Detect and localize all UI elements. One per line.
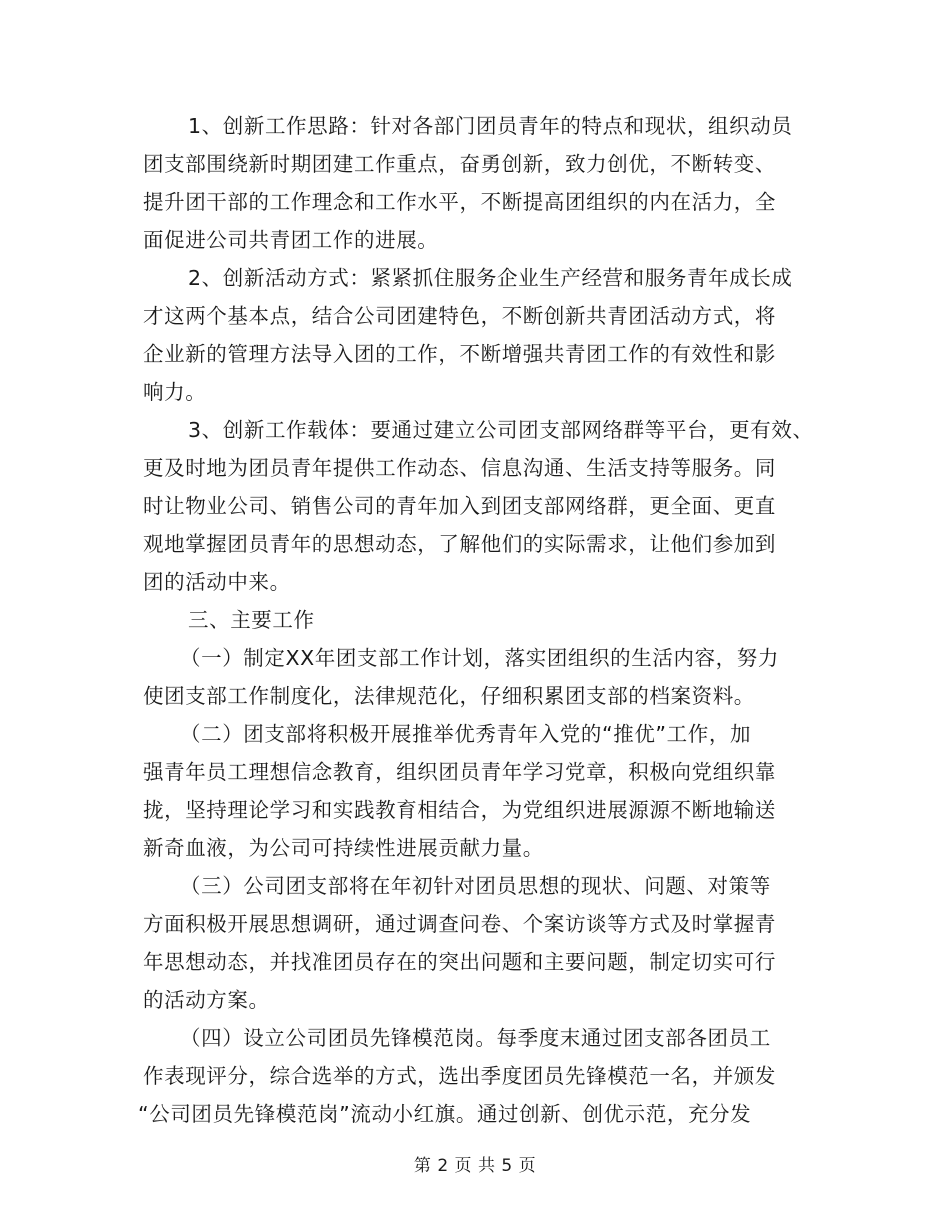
text-line: 3、创新工作载体：要通过建立公司团支部网络群等平台，更有效、: [188, 418, 814, 442]
text-line: 更及时地为团员青年提供工作动态、信息沟通、生活支持等服务。同: [143, 456, 776, 480]
text-line: 强青年员工理想信念教育，组织团员青年学习党章，积极向党组织靠: [143, 760, 776, 784]
section-heading: 三、主要工作: [188, 608, 315, 632]
text-line: 响力。: [143, 380, 207, 404]
text-line: 提升团干部的工作理念和工作水平，不断提高团组织的内在活力，全: [143, 190, 776, 214]
text-line: （一）制定XX年团支部工作计划，落实团组织的生活内容，努力: [180, 646, 779, 670]
text-line: 团支部围绕新时期团建工作重点，奋勇创新，致力创优，不断转变、: [143, 152, 776, 176]
text-line: 的活动方案。: [143, 988, 270, 1012]
text-line: “公司团员先锋模范岗”流动小红旗。通过创新、创优示范，充分发: [138, 1102, 752, 1126]
text-line: 使团支部工作制度化，法律规范化，仔细积累团支部的档案资料。: [143, 684, 755, 708]
text-line: 才这两个基本点，结合公司团建特色，不断创新共青团活动方式，将: [143, 304, 776, 328]
text-line: （四）设立公司团员先锋模范岗。每季度末通过团支部各团员工: [180, 1026, 771, 1050]
text-line: 团的活动中来。: [143, 570, 291, 594]
text-line: 新奇血液，为公司可持续性进展贡献力量。: [143, 836, 544, 860]
text-line: （二）团支部将积极开展推举优秀青年入党的“推优”工作，加: [180, 722, 752, 746]
text-line: 时让物业公司、销售公司的青年加入到团支部网络群，更全面、更直: [143, 494, 776, 518]
text-line: 作表现评分，综合选举的方式，选出季度团员先锋模范一名，并颁发: [143, 1064, 776, 1088]
page-number-footer: 第 2 页 共 5 页: [413, 1156, 537, 1176]
text-line: 年思想动态，并找准团员存在的突出问题和主要问题，制定切实可行: [143, 950, 776, 974]
text-line: 企业新的管理方法导入团的工作，不断增强共青团工作的有效性和影: [143, 342, 776, 366]
text-line: （三）公司团支部将在年初针对团员思想的现状、问题、对策等: [180, 874, 771, 898]
text-line: 拢，坚持理论学习和实践教育相结合，为党组织进展源源不断地输送: [143, 798, 776, 822]
text-line: 方面积极开展思想调研，通过调查问卷、个案访谈等方式及时掌握青: [143, 912, 776, 936]
text-line: 观地掌握团员青年的思想动态，了解他们的实际需求，让他们参加到: [143, 532, 776, 556]
text-line: 面促进公司共青团工作的进展。: [143, 228, 439, 252]
text-line: 1、创新工作思路：针对各部门团员青年的特点和现状，组织动员: [188, 114, 793, 138]
text-line: 2、创新活动方式：紧紧抓住服务企业生产经营和服务青年成长成: [188, 266, 793, 290]
